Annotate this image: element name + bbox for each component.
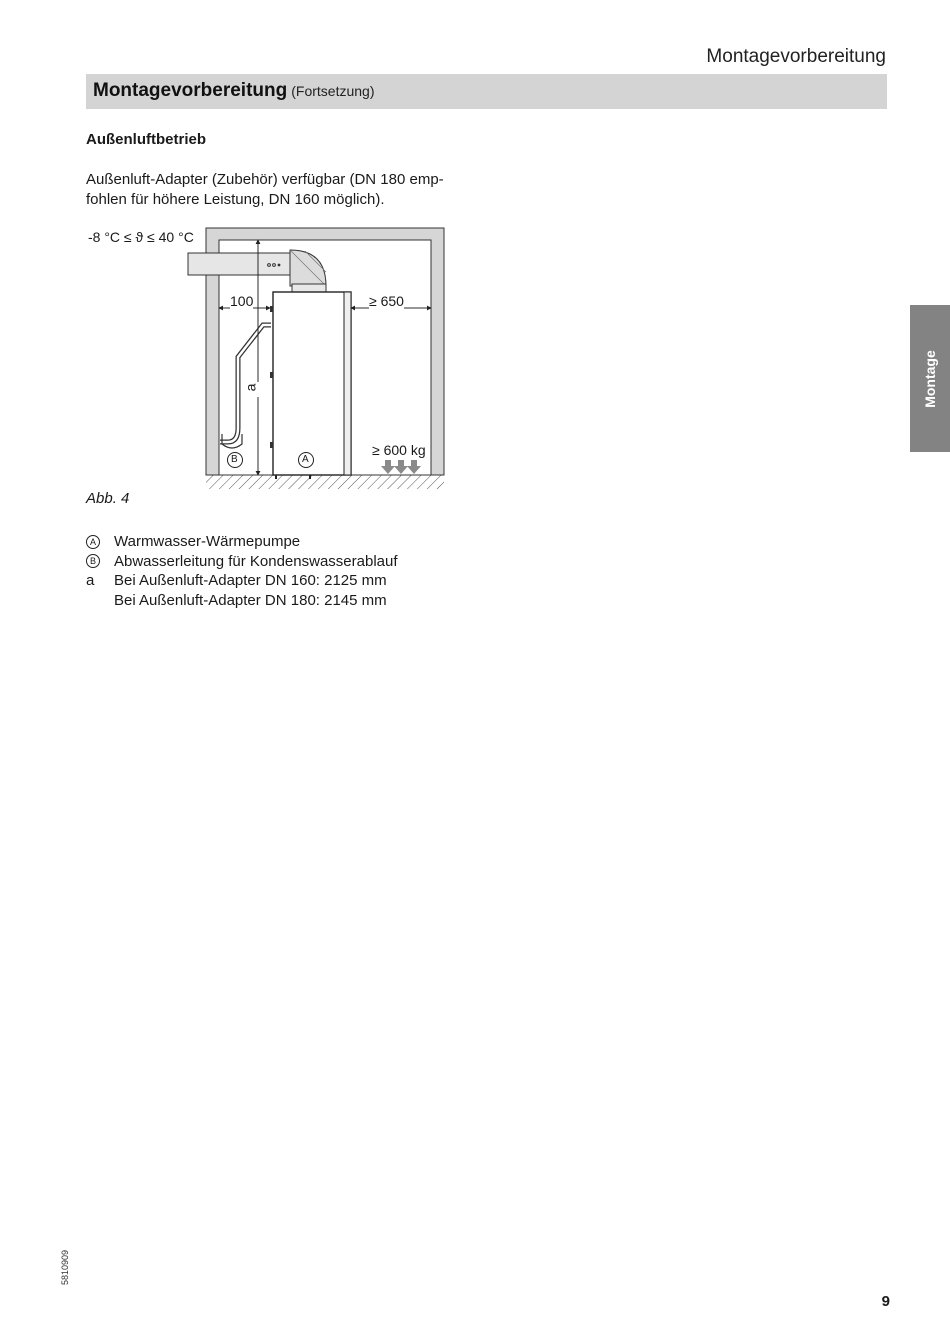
subheading: Außenluftbetrieb	[86, 131, 206, 148]
paragraph-line: fohlen für höhere Leistung, DN 160 möglich).	[86, 190, 385, 208]
legend-item	[86, 532, 398, 552]
legend-text: Warmwasser-Wärmepumpe	[114, 533, 301, 550]
section-title-text: Montagevorbereitung	[93, 80, 288, 101]
page-number: 9	[881, 1293, 890, 1310]
dimension-right-label: ≥ 650	[369, 293, 404, 309]
section-subtitle: (Fortsetzung)	[291, 83, 375, 99]
legend-text: Bei Außenluft-Adapter DN 160: 2125 mm	[114, 572, 387, 589]
document-number: 5810909	[60, 1249, 70, 1285]
load-arrows	[381, 460, 421, 474]
dimension-left-label: 100	[230, 293, 254, 309]
legend-item	[86, 571, 398, 591]
marker-a-label: A	[302, 454, 309, 465]
legend-item	[86, 552, 398, 572]
installation-figure	[80, 222, 450, 494]
figure-caption: Abb. 4	[86, 490, 130, 507]
floor-hatching	[206, 475, 444, 489]
legend-key-b: B	[86, 554, 100, 568]
legend-key-dim: a	[86, 572, 95, 589]
body-paragraph	[86, 170, 476, 209]
legend-text: Bei Außenluft-Adapter DN 180: 2145 mm	[114, 591, 387, 609]
legend-text: Abwasserleitung für Kondenswasserablauf	[114, 552, 398, 570]
air-duct	[188, 253, 298, 275]
chapter-tab-label: Montage	[922, 349, 938, 408]
paragraph-line: Außenluft-Adapter (Zubehör) verfügbar (DN 180 emp-	[86, 171, 444, 188]
chapter-tab[interactable]	[910, 305, 950, 452]
marker-b-label: B	[231, 454, 238, 465]
legend-key-a: A	[86, 535, 100, 549]
temperature-range-label: -8 °C ≤ ϑ ≤ 40 °C	[88, 229, 194, 245]
weight-label: ≥ 600 kg	[372, 442, 426, 458]
heat-pump-unit	[273, 292, 351, 475]
running-header: Montagevorbereitung	[706, 46, 886, 67]
section-header-bar	[86, 74, 887, 109]
dimension-height-label: a	[242, 383, 259, 392]
figure-legend	[86, 532, 398, 610]
section-title	[93, 80, 374, 102]
legend-item	[86, 591, 398, 611]
